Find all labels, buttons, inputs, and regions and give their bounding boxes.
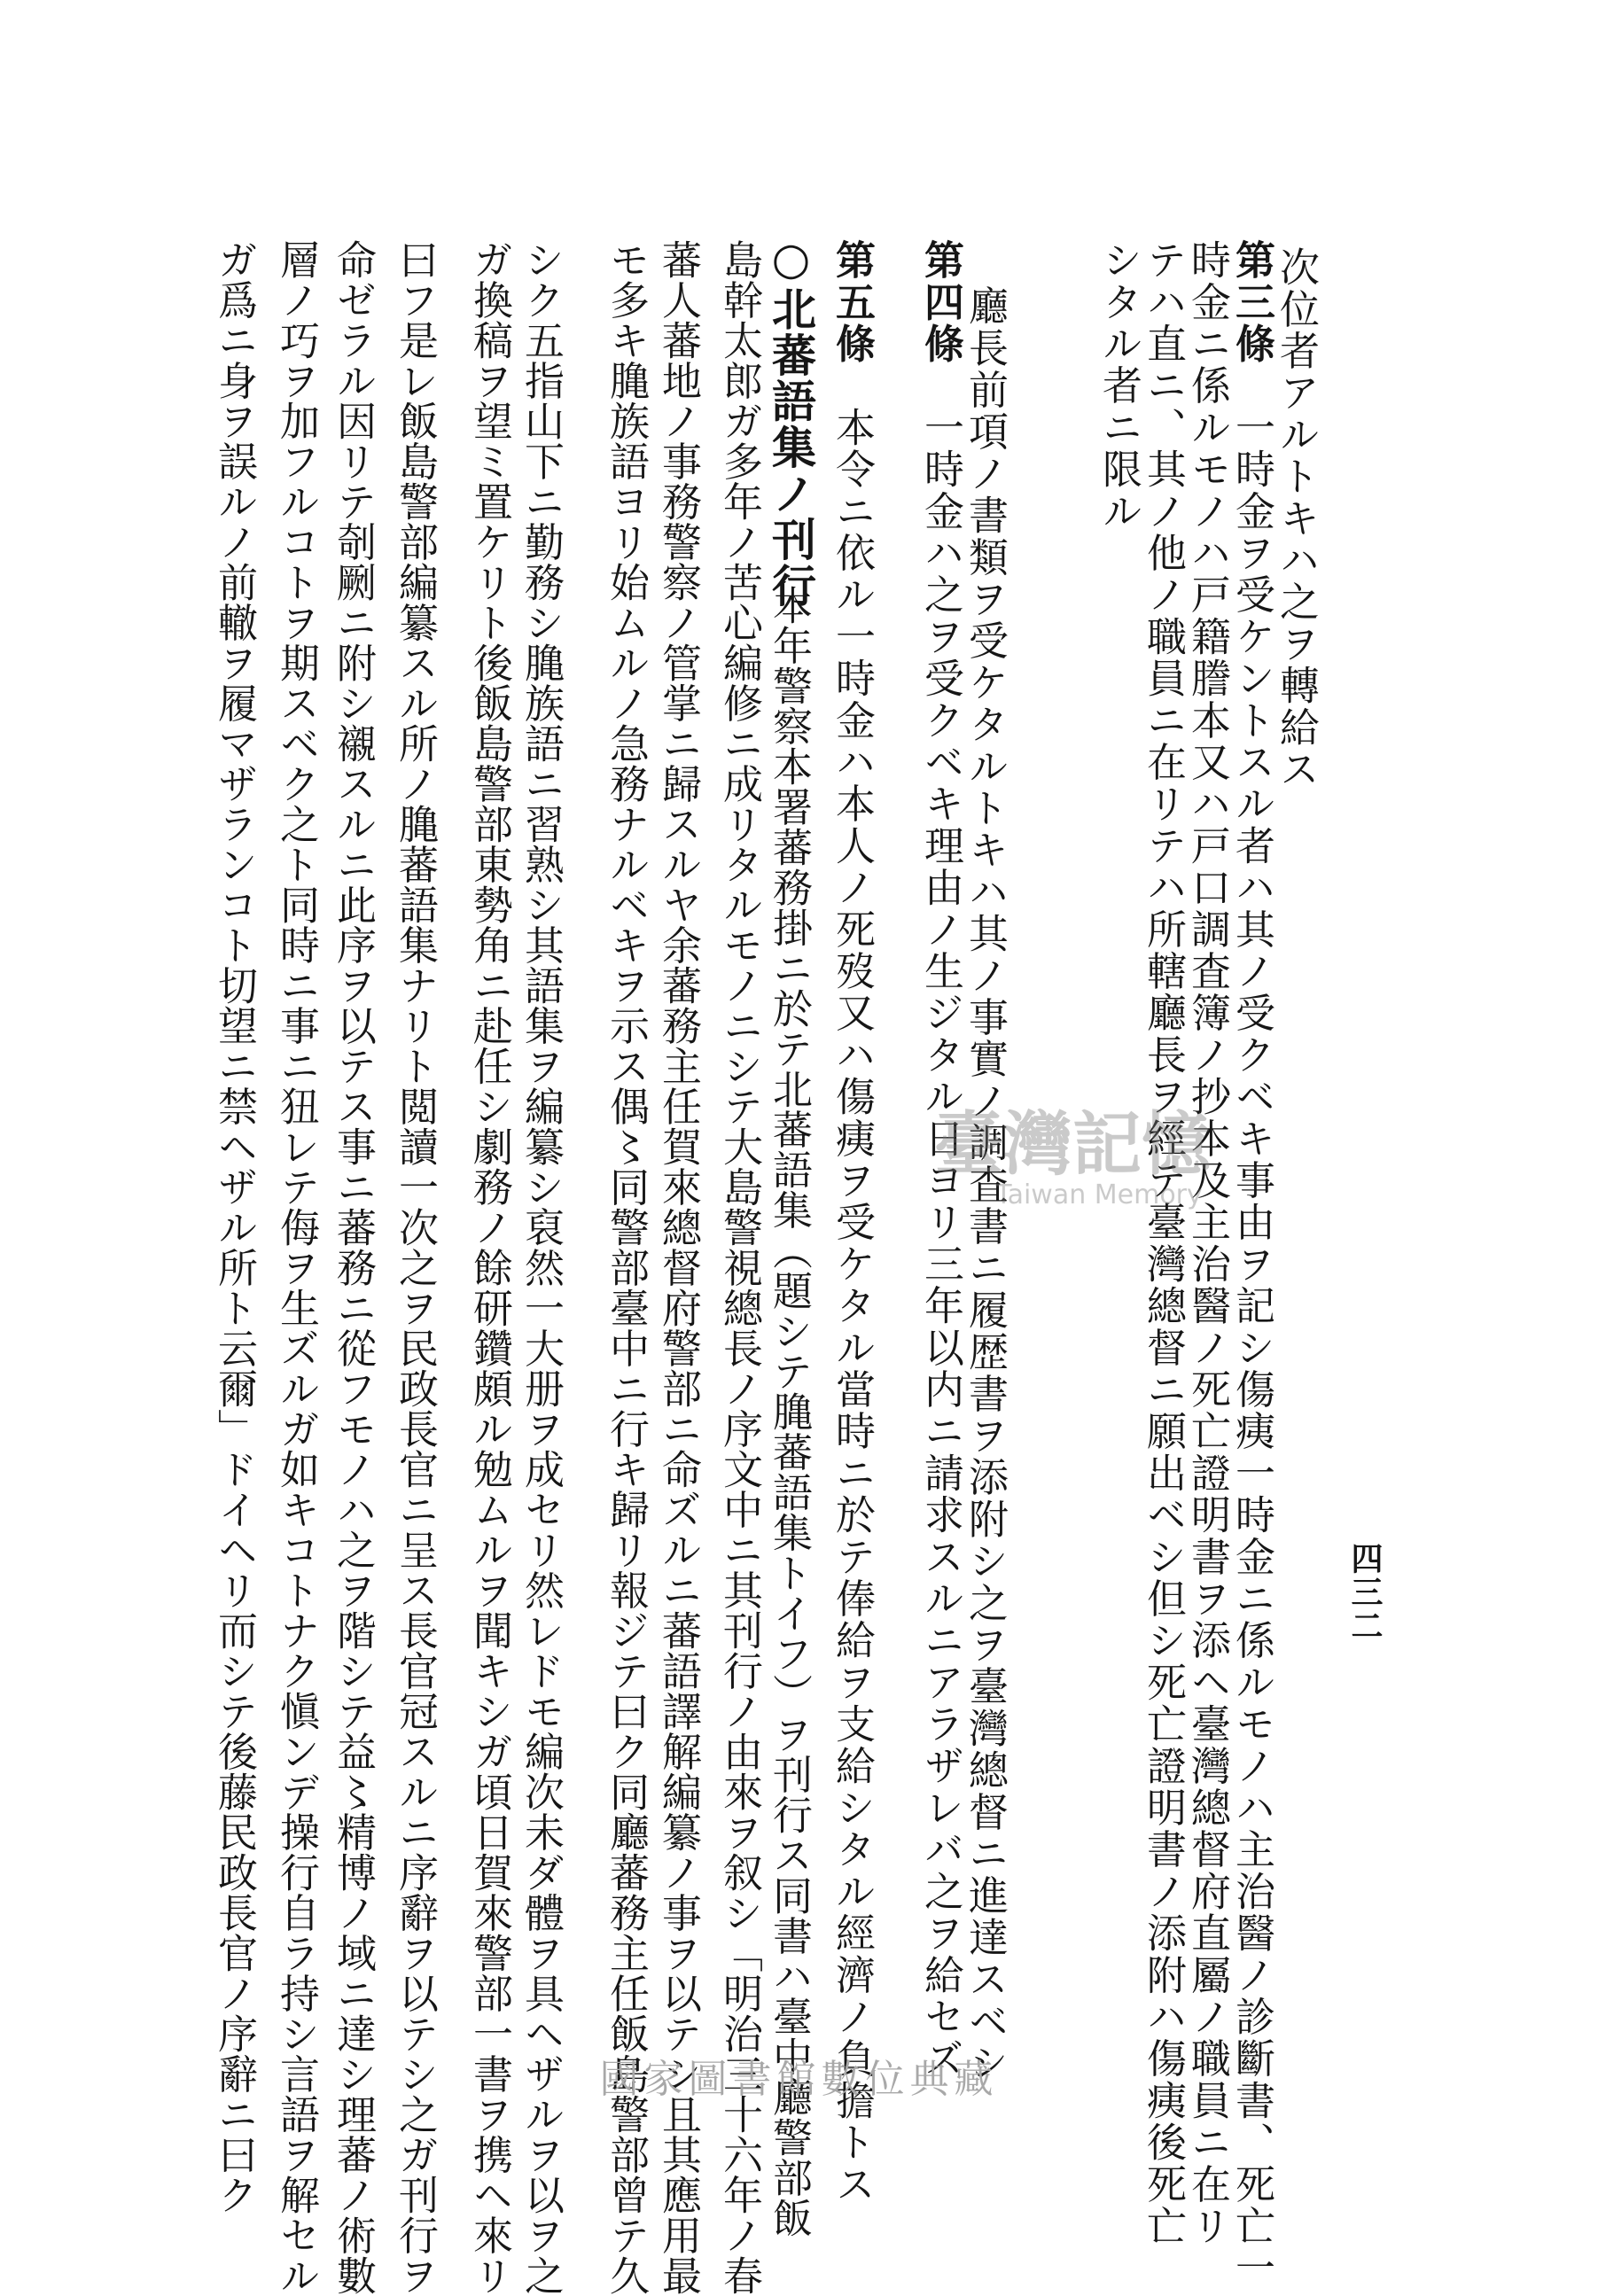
watermark-chinese: 臺灣記憶 — [933, 1104, 1212, 1185]
text-column — [328, 239, 378, 2296]
column-text: 命ゼラル因リテ剞劂ニ附シ襯スルニ此序ヲ以テス事ニ蕃務ニ從フモノハ之ヲ階シテ益〻精博ノ域ニ達シ理蕃ノ術數 — [330, 239, 377, 2296]
text-column — [1094, 239, 1143, 1923]
column-text: ガ換稿ヲ望ミ置ケリト後飯島警部東勢角ニ赴任シ劇務ノ餘研鑽頗ル勉ムルヲ聞キシガ頃日賀來警部一書ヲ携ヘ來リ — [466, 239, 513, 2296]
text-column — [1271, 246, 1321, 1930]
article-label: 第五條 — [829, 239, 876, 365]
text-column — [271, 239, 321, 2296]
text-column — [1138, 239, 1188, 2247]
text-column — [764, 585, 814, 2238]
text-column — [464, 239, 514, 2296]
column-text: シタル者ニ限ル — [1095, 239, 1142, 533]
column-text: 一時金ヲ受ケントスル者ハ其ノ受クベキ事由ヲ記シ傷痍一時金ニ係ルモノハ主治醫ノ診斷書、死亡一 — [1228, 406, 1275, 2289]
column-text: 廳長前項ノ書類ヲ受ケタルトキハ其ノ事實ノ調査書ニ履歴書ヲ添附シ之ヲ臺灣總督ニ進達スベシ — [962, 285, 1009, 2084]
column-text: モ多キ𪚲族語ヨリ始ムルノ急務ナルベキヲ示ス偶〻同警部臺中ニ行キ歸リ報ジテ曰ク同廳蕃務主任飯島警部曾テ久 — [603, 239, 650, 2296]
column-text: 曰フ是レ飯島警部編纂スル所ノ𪚲蕃語集ナリト閲讀一次之ヲ民政長官ニ呈ス長官冠スルニ序辭ヲ以テシ之ガ刊行ヲ — [392, 239, 439, 2296]
text-column — [827, 239, 877, 2206]
column-text: 一時金ハ之ヲ受クベキ理由ノ生ジタル日ヨリ三年以内ニ請求スルニアラザレバ之ヲ給セズ — [917, 406, 964, 2080]
column-text: 本年警察本署蕃務掛ニ於テ北蕃語集（題シテ𪚲蕃語集トイフ）ヲ刊行ス同書ハ臺中廳警部飯 — [766, 585, 813, 2238]
taiwan-memory-watermark — [931, 1099, 1214, 1223]
column-text: 島幹太郎ガ多年ノ苦心編修ニ成リタルモノニシテ大島警視總長ノ序文中ニ其刊行ノ由來ヲ叙シ「明治三十六年ノ春 — [716, 239, 763, 2296]
text-column — [1182, 239, 1232, 2247]
column-text: 本令ニ依ル一時金ハ本人ノ死歿又ハ傷痍ヲ受ケタル當時ニ於テ俸給ヲ支給シタル經濟ノ負擔トス — [829, 406, 876, 2206]
column-text: テハ直ニ、其ノ他ノ職員ニ在リテハ所轄廳長ヲ經テ臺灣總督ニ願出ベシ但シ死亡證明書ノ添附ハ傷痍後死亡 — [1140, 239, 1187, 2247]
column-text: 層ノ巧ヲ加フルコトヲ期スベク之ト同時ニ事ニ狃レテ侮ヲ生ズルガ如キコトナク愼ンデ操行自ラ持シ言語ヲ解セル — [273, 239, 320, 2296]
column-text: ガ爲ニ身ヲ誤ルノ前轍ヲ履マザランコト切望ニ禁ヘザル所ト云爾」ドイヘリ而シテ後藤民政長官ノ序辭ニ曰ク — [211, 239, 258, 2215]
text-column — [390, 239, 440, 2296]
section-heading: ○北蕃語集ノ刊行 — [765, 232, 817, 609]
article-label: 第四條 — [917, 239, 964, 365]
watermark-english: Taiwan Memory — [995, 1179, 1203, 1210]
footer-caption: 國家圖書館數位典藏 — [599, 2057, 999, 2102]
text-column — [1227, 239, 1276, 2289]
text-column — [601, 239, 651, 2296]
page-number: 四三二 — [1346, 1542, 1384, 1643]
column-text: 時金ニ係ルモノハ戸籍謄本又ハ戸口調査簿ノ抄本及主治醫ノ死亡證明書ヲ添ヘ臺灣總督府直屬ノ職員ニ在リ — [1184, 239, 1231, 2247]
text-column — [209, 239, 259, 2215]
column-text: 蕃人蕃地ノ事務警察ノ管掌ニ歸スルヤ余蕃務主任賀來總督府警部ニ命ズルニ蕃語譯解編纂ノ事ヲ以テシ且其應用最 — [655, 239, 702, 2296]
text-column — [516, 239, 565, 2296]
text-column — [653, 239, 703, 2296]
column-text: シク五指山下ニ勤務シ𪚲族語ニ習熟シ其語集ヲ編纂シ裒然一大册ヲ成セリ然レドモ編次未ダ體ヲ具ヘザルヲ以ヲ之 — [518, 239, 565, 2296]
column-text: 次位者アルトキハ之ヲ轉給ス — [1273, 246, 1320, 790]
article-label: 第三條 — [1228, 239, 1275, 365]
text-column — [714, 239, 764, 2296]
text-column — [916, 239, 965, 2080]
